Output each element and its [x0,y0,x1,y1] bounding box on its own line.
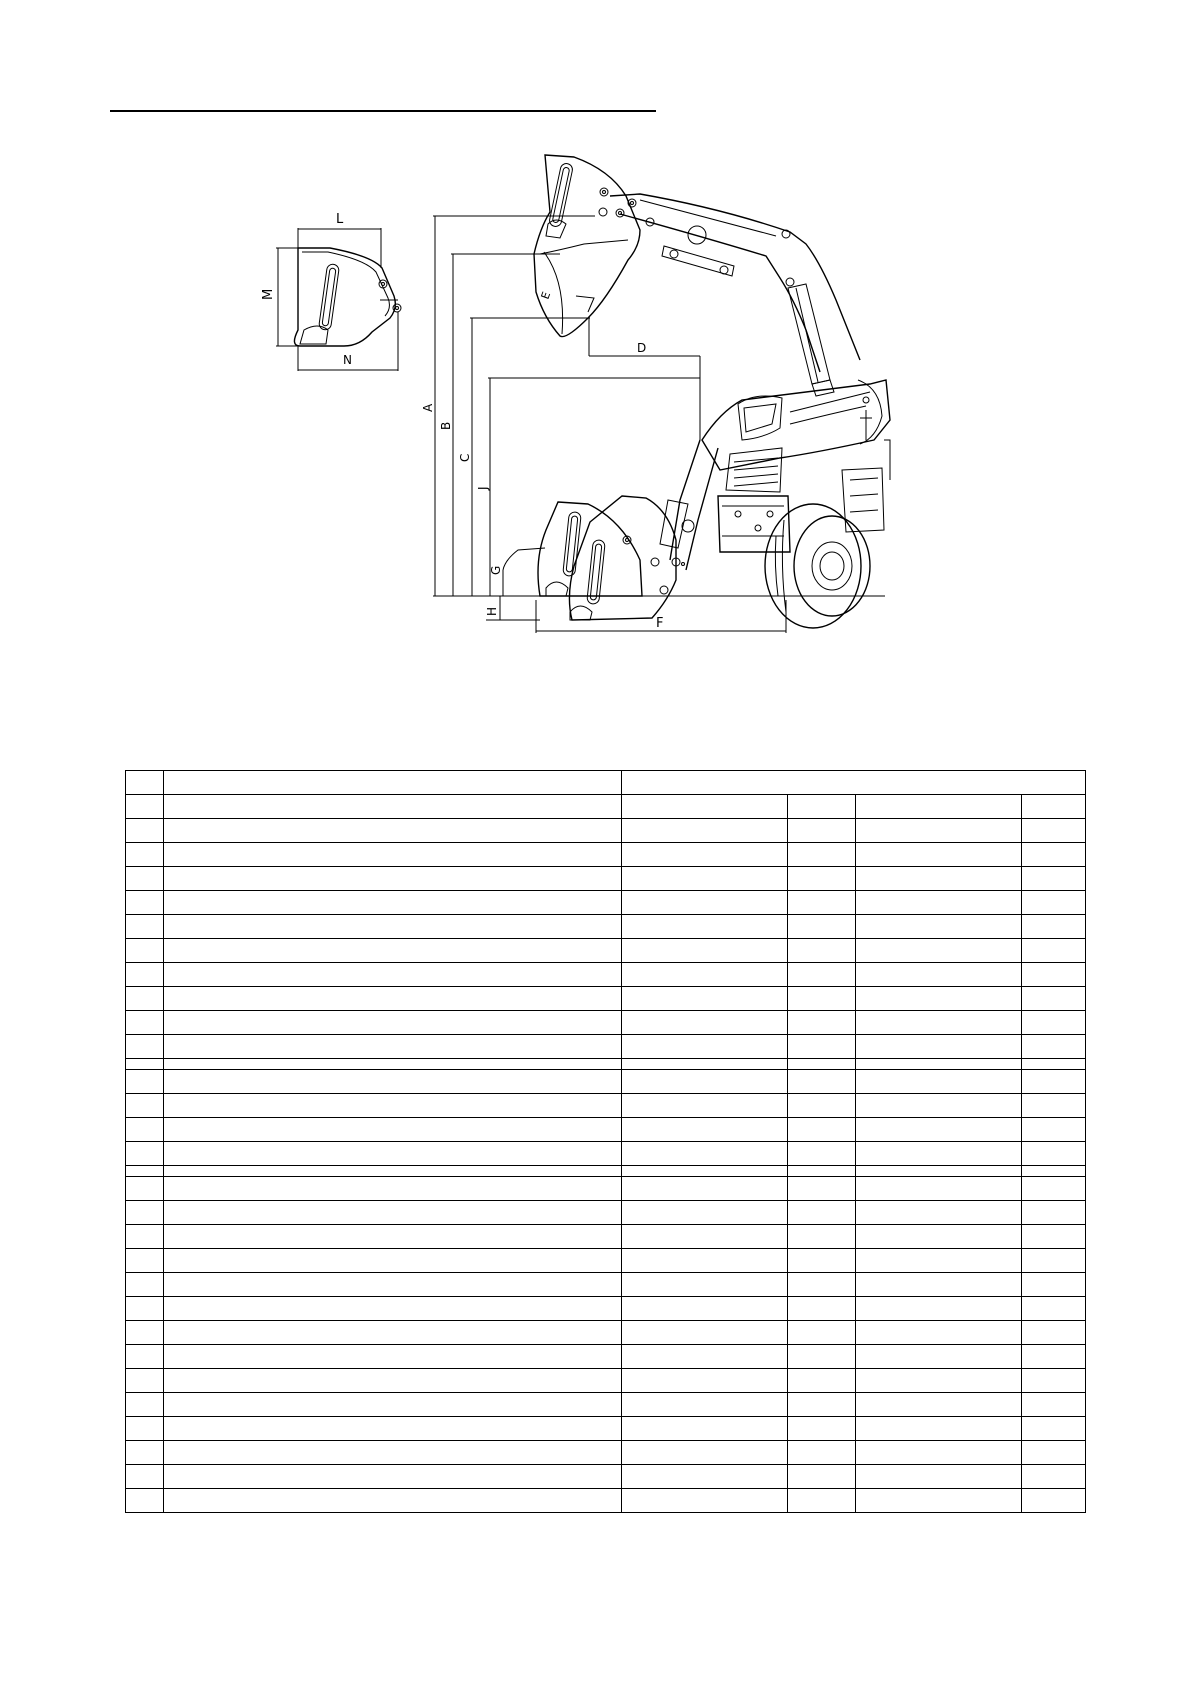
table-cell [164,1465,622,1489]
table-cell [856,1489,1022,1513]
table-cell [856,1441,1022,1465]
dimension-label-d: D [637,341,647,355]
table-row [126,1249,1086,1273]
loader-dimension-drawing [0,0,1190,660]
table-cell [622,795,788,819]
table-cell [164,1393,622,1417]
table-cell [126,819,164,843]
table-cell [788,843,856,867]
table-row [126,1297,1086,1321]
table-cell [856,1118,1022,1142]
table-cell [788,819,856,843]
table-cell [164,795,622,819]
dimension-label-m: M [261,288,276,300]
specification-table [125,770,1086,1513]
table-cell [126,1249,164,1273]
table-cell [622,915,788,939]
table-cell [788,1273,856,1297]
table-cell [164,1094,622,1118]
table-cell [1022,1177,1086,1201]
table-cell [856,1011,1022,1035]
table-cell [856,843,1022,867]
table-cell [126,1465,164,1489]
table-cell [788,1177,856,1201]
table-cell [788,1094,856,1118]
table-cell [856,819,1022,843]
table-cell [788,1321,856,1345]
table-cell [856,1417,1022,1441]
table-cell [1022,1417,1086,1441]
table-row [126,1369,1086,1393]
table-cell [126,843,164,867]
table-cell [164,819,622,843]
table-cell [788,987,856,1011]
table-cell [164,1273,622,1297]
table-cell [788,1369,856,1393]
table-cell [126,963,164,987]
table-cell [126,1441,164,1465]
table-cell [126,1489,164,1513]
table-cell [622,1094,788,1118]
table-cell [164,987,622,1011]
table-row [126,963,1086,987]
table-cell [164,1035,622,1059]
table-cell [788,1166,856,1177]
table-cell [1022,891,1086,915]
table-row [126,939,1086,963]
table-row [126,1094,1086,1118]
table-cell [1022,1059,1086,1070]
table-cell [164,939,622,963]
table-cell [788,1225,856,1249]
table-row [126,987,1086,1011]
table-cell [1022,1166,1086,1177]
table-cell [856,939,1022,963]
tractor-front [702,380,890,628]
table-cell [788,795,856,819]
table-cell [164,1249,622,1273]
table-cell [1022,1297,1086,1321]
table-cell [622,1393,788,1417]
table-cell [126,795,164,819]
table-cell [856,987,1022,1011]
table-cell [1022,939,1086,963]
table-row [126,915,1086,939]
table-cell [622,1070,788,1094]
reach-dimension-d [589,318,700,440]
table-cell [856,1249,1022,1273]
table-cell [856,867,1022,891]
table-cell [856,1297,1022,1321]
table-cell [788,1070,856,1094]
table-row [126,1142,1086,1166]
dimension-label-j: J [476,486,490,490]
table-cell [164,1225,622,1249]
raised-bucket [534,155,654,337]
table-row [126,1035,1086,1059]
table-cell [856,915,1022,939]
table-cell [622,1249,788,1273]
table-cell [622,867,788,891]
table-row [126,1070,1086,1094]
table-row [126,1225,1086,1249]
table-cell [126,1369,164,1393]
table-cell [1022,1118,1086,1142]
table-row [126,867,1086,891]
table-cell [622,1297,788,1321]
table-cell [622,939,788,963]
table-cell [856,1094,1022,1118]
table-row [126,1417,1086,1441]
table-cell [126,1177,164,1201]
table-cell [164,1011,622,1035]
table-cell [164,891,622,915]
dimension-label-h: H [485,606,499,616]
table-cell [126,1297,164,1321]
table-cell [164,1118,622,1142]
table-cell [164,843,622,867]
table-cell [622,891,788,915]
table-cell [1022,1393,1086,1417]
table-cell [164,963,622,987]
table-cell [788,963,856,987]
table-cell [622,1465,788,1489]
table-row [126,1059,1086,1070]
table-cell [622,1166,788,1177]
table-cell [856,891,1022,915]
table-cell [164,915,622,939]
table-cell [1022,843,1086,867]
dimension-label-b: B [439,421,453,430]
table-cell [126,1393,164,1417]
table-cell [622,1441,788,1465]
table-cell [126,1035,164,1059]
table-cell [788,1465,856,1489]
table-cell [164,1345,622,1369]
table-cell [1022,1225,1086,1249]
table-cell [788,1059,856,1070]
table-cell [1022,867,1086,891]
table-cell [1022,1489,1086,1513]
bucket-detail [261,212,401,371]
table-cell [788,1142,856,1166]
table-row [126,1118,1086,1142]
table-cell [1022,1011,1086,1035]
table-cell [164,1059,622,1070]
table-cell [1022,1369,1086,1393]
header-cell-item [126,771,164,795]
table-row [126,819,1086,843]
table-cell [126,891,164,915]
table-cell [622,1142,788,1166]
table-cell [622,1118,788,1142]
table-cell [1022,1035,1086,1059]
table-cell [622,1177,788,1201]
table-cell [856,1035,1022,1059]
table-cell [126,1011,164,1035]
table-cell [856,1345,1022,1369]
table-cell [622,1035,788,1059]
table-row [126,891,1086,915]
table-row [126,1393,1086,1417]
table-cell [788,1011,856,1035]
table-cell [788,1297,856,1321]
header-cell-description [164,771,622,795]
table-cell [126,1417,164,1441]
table-cell [788,1201,856,1225]
table-cell [622,1201,788,1225]
table-cell [126,1273,164,1297]
table-cell [622,1225,788,1249]
table-row [126,1177,1086,1201]
table-cell [622,1321,788,1345]
table-cell [1022,1249,1086,1273]
table-cell [788,1417,856,1441]
table-row [126,1441,1086,1465]
table-cell [788,891,856,915]
table-cell [856,963,1022,987]
table-cell [1022,1321,1086,1345]
table-cell [788,1489,856,1513]
table-cell [164,1321,622,1345]
table-cell [126,1201,164,1225]
table-cell [856,1070,1022,1094]
table-cell [164,1070,622,1094]
table-cell [126,1321,164,1345]
table-row [126,1273,1086,1297]
table-cell [1022,819,1086,843]
dimension-label-g: G [489,565,503,575]
table-cell [126,867,164,891]
table-cell [1022,1441,1086,1465]
table-cell [126,1345,164,1369]
table-cell [164,1177,622,1201]
table-cell [856,1225,1022,1249]
table-header-row [126,771,1086,795]
table-cell [164,1441,622,1465]
table-cell [856,1321,1022,1345]
table-cell [126,1166,164,1177]
table-row [126,795,1086,819]
table-cell [622,1273,788,1297]
table-cell [126,1070,164,1094]
table-cell [1022,1201,1086,1225]
table-cell [856,1393,1022,1417]
reach-dimension-f [536,600,786,633]
table-cell [1022,795,1086,819]
table-cell [1022,1465,1086,1489]
table-cell [1022,1273,1086,1297]
table-cell [164,1417,622,1441]
table-cell [856,1465,1022,1489]
table-cell [622,1369,788,1393]
table-cell [856,1142,1022,1166]
table-row [126,1465,1086,1489]
table-cell [856,1273,1022,1297]
table-cell [1022,1345,1086,1369]
table-cell [622,987,788,1011]
table-cell [1022,1094,1086,1118]
table-cell [622,963,788,987]
table-cell [164,1166,622,1177]
table-cell [1022,963,1086,987]
table-cell [788,867,856,891]
table-cell [788,1035,856,1059]
table-cell [788,1393,856,1417]
table-cell [126,1225,164,1249]
table-cell [164,1142,622,1166]
lowered-buckets [538,496,676,620]
table-cell [788,939,856,963]
table-cell [126,1094,164,1118]
table-cell [856,1166,1022,1177]
table-cell [126,1142,164,1166]
header-cell-values [622,771,1086,795]
table-cell [1022,1142,1086,1166]
table-cell [856,795,1022,819]
dimension-label-e: E [538,290,554,302]
table-row [126,1489,1086,1513]
table-cell [126,987,164,1011]
table-cell [788,1118,856,1142]
table-cell [126,915,164,939]
table-cell [164,1201,622,1225]
table-cell [788,1441,856,1465]
table-cell [856,1369,1022,1393]
table-cell [622,1417,788,1441]
table-row [126,1321,1086,1345]
table-cell [1022,915,1086,939]
dimension-label-f: F [656,616,664,631]
table-cell [622,1489,788,1513]
table-cell [788,1345,856,1369]
table-cell [622,1345,788,1369]
table-cell [856,1059,1022,1070]
table-cell [164,1297,622,1321]
dimension-label-l: L [336,212,344,227]
table-cell [622,1059,788,1070]
table-cell [164,1489,622,1513]
table-cell [788,1249,856,1273]
dimension-label-c: C [458,453,472,462]
table-cell [622,819,788,843]
table-row [126,1011,1086,1035]
table-cell [126,1118,164,1142]
table-cell [788,915,856,939]
table-cell [622,1011,788,1035]
table-cell [622,843,788,867]
table-cell [164,867,622,891]
table-cell [164,1369,622,1393]
table-cell [1022,987,1086,1011]
table-row [126,1166,1086,1177]
table-row [126,843,1086,867]
table-cell [856,1177,1022,1201]
table-cell [1022,1070,1086,1094]
table-cell [856,1201,1022,1225]
table-row [126,1201,1086,1225]
table-cell [126,939,164,963]
dimension-label-n: N [343,353,352,367]
table-row [126,1345,1086,1369]
dimension-label-a: A [421,403,435,412]
table-cell [126,1059,164,1070]
